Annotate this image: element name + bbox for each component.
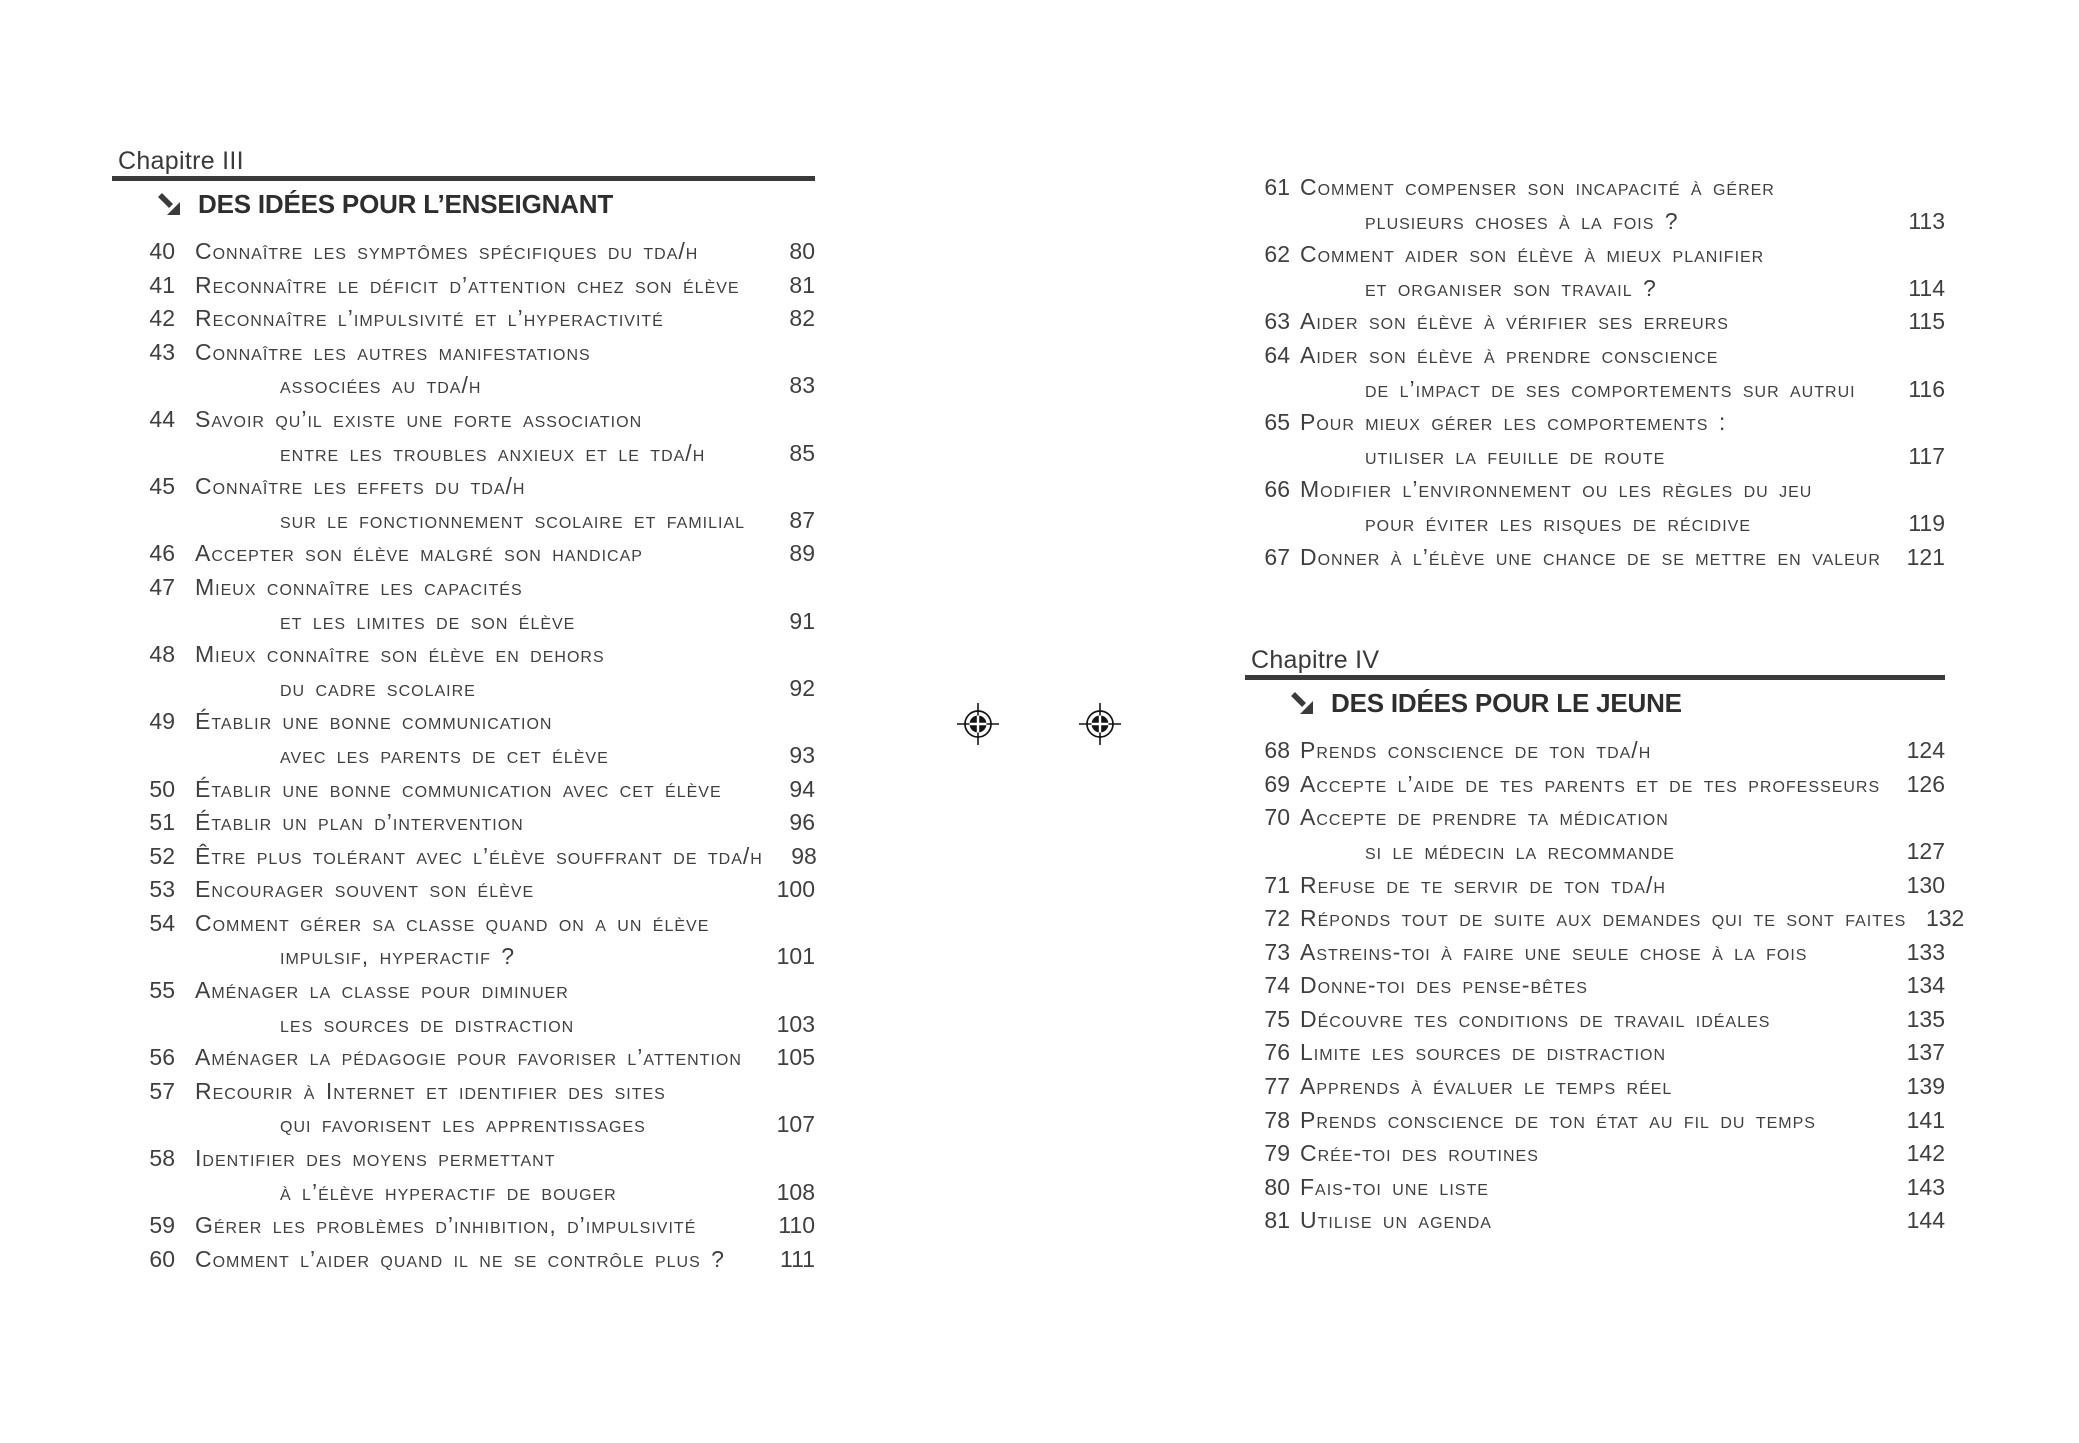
entry-number: 54 — [149, 909, 175, 936]
toc-row — [1245, 768, 1945, 802]
entry-number: 55 — [149, 977, 175, 1004]
entry-number: 60 — [149, 1245, 175, 1272]
toc-row — [1245, 801, 1945, 835]
arrow-southeast-icon — [156, 191, 182, 217]
entry-title: Astreins-toi à faire une seule chose à la fois — [1300, 938, 1808, 965]
toc-row — [112, 873, 815, 907]
entry-page-number: 135 — [1906, 1005, 1945, 1032]
entry-page-number: 134 — [1906, 972, 1945, 999]
entry-number: 44 — [149, 405, 175, 432]
entry-title: Mieux connaître les capacités — [195, 573, 523, 600]
entry-title: Aider son élève à vérifier ses erreurs — [1300, 308, 1729, 335]
toc-row — [1245, 734, 1945, 768]
chapter-4-block — [1245, 645, 1965, 1238]
entry-title: du cadre scolaire — [280, 674, 476, 701]
toc-row — [112, 1176, 815, 1210]
entry-title: Connaître les autres manifestations — [195, 338, 591, 365]
entry-title: sur le fonctionnement scolaire et familial — [280, 506, 746, 533]
entry-title: Crée-toi des routines — [1300, 1140, 1539, 1167]
toc-row — [112, 504, 815, 538]
entry-number: 62 — [1264, 241, 1290, 268]
toc-row — [1245, 272, 1945, 306]
entry-title: utiliser la feuille de route — [1365, 442, 1666, 469]
entry-page-number: 119 — [1908, 509, 1945, 536]
toc-row — [112, 235, 815, 269]
entry-number: 75 — [1264, 1005, 1290, 1032]
entry-title: Établir un plan d’intervention — [195, 809, 524, 836]
entry-page-number: 132 — [1925, 905, 1965, 932]
toc-row — [112, 638, 815, 672]
entry-title: Aménager la classe pour diminuer — [195, 977, 569, 1004]
arrow-southeast-icon — [1289, 690, 1315, 716]
entry-title: impulsif, hyperactif ? — [280, 943, 516, 970]
entry-number: 72 — [1264, 905, 1290, 932]
entry-title: Comment l’aider quand il ne se contrôle plus ? — [195, 1245, 725, 1272]
toc-row — [112, 537, 815, 571]
entry-title: de l’impact de ses comportements sur autrui — [1365, 375, 1856, 402]
chapter-4-title-row — [1289, 688, 1945, 718]
entry-title: Comment compenser son incapacité à gérer — [1300, 174, 1775, 200]
entry-title: Savoir qu’il existe une forte association — [195, 405, 643, 432]
entry-page-number: 130 — [1906, 871, 1945, 898]
entry-number: 80 — [1264, 1173, 1290, 1200]
entry-title: Établir une bonne communication avec cet élève — [195, 775, 722, 802]
entry-number: 63 — [1264, 308, 1290, 335]
toc-row — [112, 302, 815, 336]
entry-title: Modifier l’environnement ou les règles du jeu — [1300, 476, 1813, 503]
entry-number: 76 — [1264, 1039, 1290, 1066]
entry-title: Donne-toi des pense-bêtes — [1300, 972, 1588, 999]
toc-row — [112, 907, 815, 941]
toc-row — [1245, 1137, 1945, 1171]
toc-row — [112, 773, 815, 807]
toc-row — [1245, 835, 1945, 869]
entry-title: Reconnaître le déficit d’attention chez son élève — [195, 271, 740, 298]
entry-page-number: 83 — [789, 372, 815, 399]
entry-page-number: 137 — [1906, 1039, 1945, 1066]
entry-number: 47 — [149, 573, 175, 600]
toc-row — [1245, 936, 1945, 970]
toc-row — [1245, 1171, 1945, 1205]
toc-row — [1245, 205, 1945, 239]
entry-title: Établir une bonne communication — [195, 708, 553, 735]
entry-title: Limite les sources de distraction — [1300, 1039, 1667, 1066]
entry-title: Aménager la pédagogie pour favoriser l’attention — [195, 1044, 742, 1071]
toc-row — [112, 1108, 815, 1142]
entry-title: les sources de distraction — [280, 1010, 575, 1037]
toc-list-chapter-3 — [112, 235, 815, 1276]
entry-number: 77 — [1264, 1073, 1290, 1100]
entry-number: 79 — [1264, 1140, 1290, 1167]
toc-row — [1245, 171, 1945, 205]
entry-title: Refuse de te servir de ton tda/h — [1300, 871, 1666, 898]
page-left — [112, 146, 815, 1276]
entry-number: 53 — [149, 876, 175, 903]
entry-page-number: 139 — [1906, 1073, 1945, 1100]
toc-list-chapter-3-continued — [1245, 171, 1945, 574]
entry-page-number: 96 — [789, 809, 815, 836]
entry-number: 42 — [149, 305, 175, 332]
toc-row — [112, 840, 815, 874]
entry-page-number: 81 — [789, 271, 815, 298]
entry-page-number: 85 — [789, 439, 815, 466]
toc-row — [112, 470, 815, 504]
entry-title: Encourager souvent son élève — [195, 876, 535, 903]
entry-number: 56 — [149, 1044, 175, 1071]
toc-row — [1245, 869, 1945, 903]
entry-number: 70 — [1264, 804, 1290, 831]
entry-title: Reconnaître l’impulsivité et l’hyperactivité — [195, 305, 664, 332]
entry-number: 45 — [149, 473, 175, 500]
toc-row — [1245, 238, 1945, 272]
entry-page-number: 113 — [1908, 207, 1945, 234]
toc-row — [112, 1008, 815, 1042]
entry-title: associées au tda/h — [280, 372, 482, 399]
entry-page-number: 94 — [789, 775, 815, 802]
page-right — [1245, 171, 1965, 1238]
entry-number: 73 — [1264, 938, 1290, 965]
entry-title: Prends conscience de ton tda/h — [1300, 737, 1652, 764]
entry-page-number: 111 — [780, 1245, 815, 1272]
entry-page-number: 124 — [1906, 737, 1945, 764]
entry-number: 81 — [1264, 1207, 1290, 1234]
toc-row — [1245, 507, 1945, 541]
entry-page-number: 114 — [1908, 274, 1945, 301]
entry-page-number: 143 — [1906, 1173, 1945, 1200]
toc-list-chapter-4 — [1245, 734, 1965, 1238]
entry-page-number: 127 — [1906, 837, 1945, 864]
entry-title: à l’élève hyperactif de bouger — [280, 1178, 617, 1205]
entry-page-number: 87 — [789, 506, 815, 533]
entry-title: Aider son élève à prendre conscience — [1300, 341, 1719, 368]
entry-title: Accepter son élève malgré son handicap — [195, 540, 643, 567]
entry-page-number: 100 — [776, 876, 815, 903]
toc-row — [112, 571, 815, 605]
toc-row — [112, 806, 815, 840]
entry-page-number: 133 — [1906, 938, 1945, 965]
entry-number: 69 — [1264, 770, 1290, 797]
entry-number: 48 — [149, 641, 175, 668]
toc-row — [112, 705, 815, 739]
entry-number: 66 — [1264, 476, 1290, 503]
entry-title: Accepte l’aide de tes parents et de tes professeurs — [1300, 770, 1881, 797]
toc-row — [112, 437, 815, 471]
toc-row — [1245, 969, 1945, 1003]
toc-row — [1245, 1070, 1945, 1104]
entry-page-number: 116 — [1908, 375, 1945, 402]
entry-page-number: 98 — [791, 842, 817, 869]
toc-row — [1245, 1204, 1945, 1238]
entry-title: Être plus tolérant avec l’élève souffrant de tda/h — [195, 842, 763, 869]
toc-row — [112, 1243, 815, 1277]
registration-crosshair-icon — [1078, 702, 1122, 746]
toc-row — [112, 739, 815, 773]
entry-title: Mieux connaître son élève en dehors — [195, 641, 605, 668]
entry-number: 65 — [1264, 409, 1290, 436]
entry-page-number: 117 — [1908, 442, 1945, 469]
entry-title: Prends conscience de ton état au fil du temps — [1300, 1106, 1816, 1133]
toc-row — [1245, 1104, 1945, 1138]
entry-page-number: 91 — [789, 607, 815, 634]
entry-number: 74 — [1264, 972, 1290, 999]
entry-number: 64 — [1264, 341, 1290, 368]
entry-number: 40 — [149, 238, 175, 264]
toc-row — [1245, 902, 1965, 936]
entry-title: Apprends à évaluer le temps réel — [1300, 1073, 1673, 1100]
entry-number: 68 — [1264, 737, 1290, 764]
entry-number: 59 — [149, 1212, 175, 1239]
toc-row — [1245, 373, 1945, 407]
entry-title: avec les parents de cet élève — [280, 741, 609, 768]
chapter-3-label: Chapitre III — [118, 147, 244, 175]
entry-number: 50 — [149, 775, 175, 802]
entry-title: Identifier des moyens permettant — [195, 1145, 556, 1172]
entry-title: et organiser son travail ? — [1365, 274, 1657, 301]
entry-title: pour éviter les risques de récidive — [1365, 509, 1752, 536]
entry-number: 78 — [1264, 1106, 1290, 1133]
entry-page-number: 110 — [778, 1212, 815, 1239]
toc-row — [1245, 541, 1945, 575]
entry-number: 41 — [149, 271, 175, 298]
entry-number: 49 — [149, 708, 175, 735]
chapter-4-label: Chapitre IV — [1251, 646, 1380, 675]
registration-crosshair-icon — [956, 702, 1000, 746]
toc-row — [112, 1041, 815, 1075]
entry-title: Comment gérer sa classe quand on a un élève — [195, 909, 710, 936]
entry-page-number: 93 — [789, 741, 815, 768]
entry-page-number: 108 — [776, 1178, 815, 1205]
entry-title: si le médecin la recommande — [1365, 837, 1675, 864]
toc-row — [112, 1075, 815, 1109]
toc-row — [1245, 339, 1945, 373]
toc-row — [1245, 440, 1945, 474]
toc-row — [112, 403, 815, 437]
chapter-4-rule — [1245, 675, 1945, 680]
toc-row — [112, 605, 815, 639]
entry-page-number: 115 — [1908, 308, 1945, 335]
toc-row — [112, 1209, 815, 1243]
entry-number: 46 — [149, 540, 175, 567]
entry-number: 51 — [149, 809, 175, 836]
entry-title: entre les troubles anxieux et le tda/h — [280, 439, 706, 466]
entry-page-number: 92 — [789, 674, 815, 701]
entry-title: Utilise un agenda — [1300, 1207, 1492, 1234]
entry-number: 71 — [1264, 871, 1290, 898]
toc-row — [112, 672, 815, 706]
toc-row — [112, 1142, 815, 1176]
entry-title: Pour mieux gérer les comportements : — [1300, 409, 1727, 436]
toc-row — [1245, 406, 1945, 440]
entry-title: Connaître les effets du tda/h — [195, 473, 526, 500]
entry-page-number: 80 — [789, 238, 815, 264]
toc-row — [112, 940, 815, 974]
entry-page-number: 144 — [1906, 1207, 1945, 1234]
entry-number: 52 — [149, 842, 175, 869]
entry-title: Recourir à Internet et identifier des sites — [195, 1077, 666, 1104]
entry-title: Accepte de prendre ta médication — [1300, 804, 1669, 831]
entry-page-number: 105 — [776, 1044, 815, 1071]
entry-page-number: 82 — [789, 305, 815, 332]
entry-page-number: 126 — [1906, 770, 1945, 797]
entry-title: qui favorisent les apprentissages — [280, 1111, 646, 1138]
entry-page-number: 142 — [1906, 1140, 1945, 1167]
entry-number: 58 — [149, 1145, 175, 1172]
entry-number: 67 — [1264, 543, 1290, 570]
entry-title: Fais-toi une liste — [1300, 1173, 1489, 1200]
chapter-3-title-row — [156, 189, 815, 219]
chapter-3-rule — [112, 176, 815, 181]
entry-number: 57 — [149, 1077, 175, 1104]
entry-page-number: 89 — [789, 540, 815, 567]
entry-number: 61 — [1264, 174, 1290, 200]
toc-row — [1245, 305, 1945, 339]
toc-row — [1245, 473, 1945, 507]
toc-row — [112, 269, 815, 303]
toc-row — [1245, 1036, 1945, 1070]
chapter-3-title: DES IDÉES POUR L’ENSEIGNANT — [198, 188, 614, 219]
entry-page-number: 121 — [1906, 543, 1945, 570]
entry-title: Réponds tout de suite aux demandes qui te sont faites — [1300, 905, 1907, 932]
entry-title: Gérer les problèmes d’inhibition, d’impulsivité — [195, 1212, 697, 1239]
toc-row — [112, 974, 815, 1008]
entry-title: Donner à l’élève une chance de se mettre en valeur — [1300, 543, 1881, 570]
entry-title: plusieurs choses à la fois ? — [1365, 207, 1679, 234]
entry-title: Découvre tes conditions de travail idéales — [1300, 1005, 1771, 1032]
entry-number: 43 — [149, 338, 175, 365]
entry-title: Comment aider son élève à mieux planifier — [1300, 241, 1765, 268]
toc-row — [1245, 1003, 1945, 1037]
toc-row — [112, 369, 815, 403]
entry-title: et les limites de son élève — [280, 607, 576, 634]
entry-page-number: 103 — [776, 1010, 815, 1037]
entry-page-number: 141 — [1906, 1106, 1945, 1133]
entry-page-number: 107 — [776, 1111, 815, 1138]
entry-page-number: 101 — [776, 943, 815, 970]
entry-title: Connaître les symptômes spécifiques du tda/h — [195, 238, 699, 264]
chapter-4-title: DES IDÉES POUR LE JEUNE — [1331, 687, 1682, 718]
toc-row — [112, 336, 815, 370]
